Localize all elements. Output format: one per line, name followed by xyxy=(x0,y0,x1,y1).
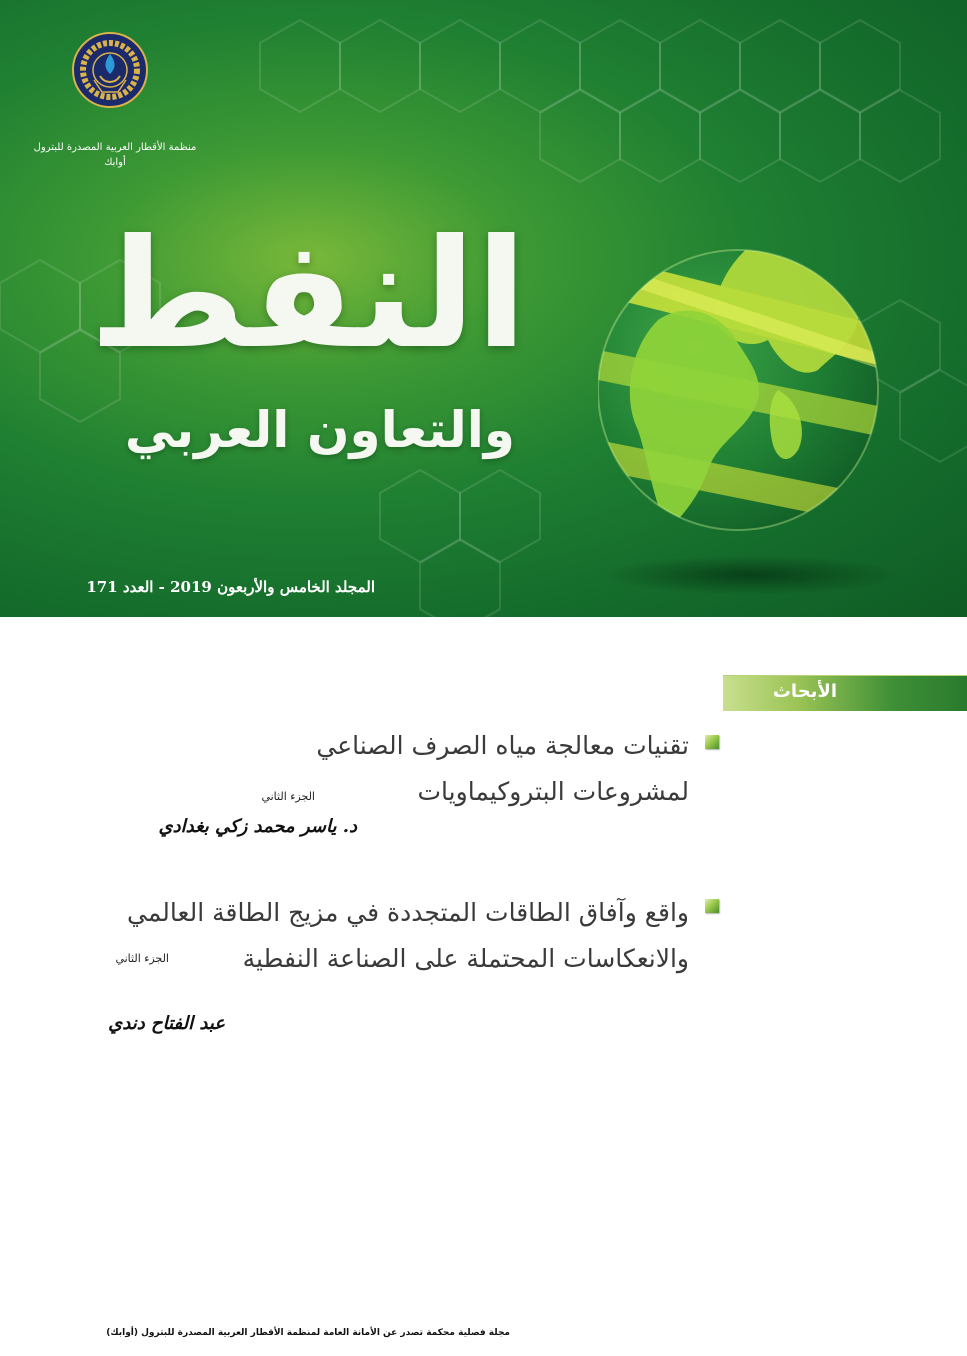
issue-info: المجلد الخامس والأربعون 2019 - العدد 171 xyxy=(86,578,375,596)
article-2-title-line-1: واقع وآفاق الطاقات المتجددة في مزيج الطاقة العالمي xyxy=(127,898,689,927)
section-label: الأبحاث xyxy=(772,681,837,702)
oapec-logo-emblem xyxy=(72,32,148,132)
article-1-title-line-2: لمشروعات البتروكيماويات xyxy=(417,777,689,806)
organization-name xyxy=(10,140,220,170)
section-header-bar xyxy=(723,675,967,711)
article-2-title-line-2: والانعكاسات المحتملة على الصناعة النفطية xyxy=(242,944,689,973)
footer-note: مجلة فصلية محكمة تصدر عن الأمانة العامة لمنظمة الأقطار العربية المصدرة للبترول (أوابك) xyxy=(106,1328,510,1338)
magazine-title-sub: والتعاون العربي xyxy=(124,401,515,459)
article-2-part: الجزء الثاني xyxy=(115,952,169,965)
article-1-title-line-1: تقنيات معالجة مياه الصرف الصناعي xyxy=(316,731,689,760)
magazine-title-main: النفط xyxy=(89,208,527,382)
square-bullet-icon xyxy=(705,735,719,749)
globe-illustration xyxy=(598,200,888,570)
organization-name-full: منظمة الأقطار العربية المصدرة للبترول xyxy=(33,142,197,153)
article-2-author: عبد الفتاح دندي xyxy=(108,1013,225,1034)
article-1-part: الجزء الثاني xyxy=(261,790,315,803)
article-1-author: د. ياسر محمد زكي بغدادي xyxy=(158,816,357,837)
organization-abbr: أوابك xyxy=(104,157,126,168)
square-bullet-icon xyxy=(705,899,719,913)
cover-banner xyxy=(0,0,967,617)
